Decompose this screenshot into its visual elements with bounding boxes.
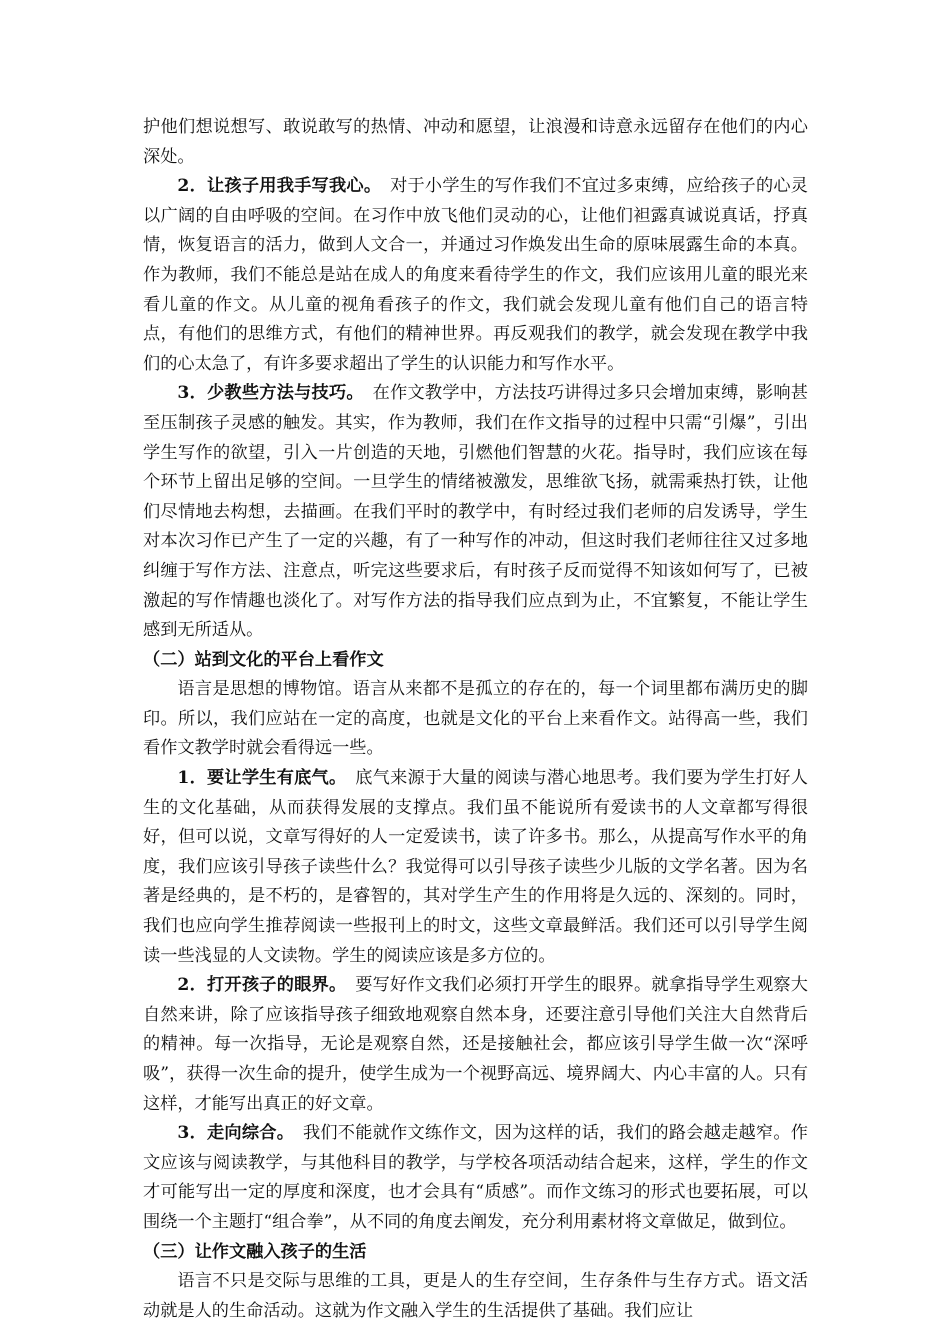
- point-heading: 2．打开孩子的眼界。: [177, 975, 338, 996]
- section-heading-life: （三）让作文融入孩子的生活: [143, 1241, 367, 1262]
- paragraph-body: 我们不能就作文练作文，因为这样的话，我们的路会越走越窄。作文应该与阅读教学，与其他科目的教学，与学校各项活动结合起来，这样，学生的作文才可能写出一定的厚度和深度，也才会具有“质感”。而作文练习的形式也要拓展，可以围绕一个主题打“组合拳”，从不同的角度去阐发，充分利用素材将文章做足，做到位。: [143, 1123, 808, 1232]
- paragraph-culture-intro: 语言是思想的博物馆。语言从来都不是孤立的存在的，每一个词里都布满历史的脚印。所以，我们应站在一定的高度，也就是文化的平台上来看作文。站得高一些，我们看作文教学时就会看得远一些。: [143, 679, 808, 759]
- paragraph-point-2-horizons: [143, 971, 808, 1119]
- paragraph-body: 在作文教学中，方法技巧讲得过多只会增加束缚，影响甚至压制孩子灵感的触发。其实，作为教师，我们在作文指导的过程中只需“引爆”，引出学生写作的欲望，引入一片创造的天地，引燃他们智慧的火花。指导时，我们应该在每个环节上留出足够的空间。一旦学生的情绪被激发，思维欲飞扬，就需乘热打铁，让他们尽情地去构想，去描画。在我们平时的教学中，有时经过我们老师的启发诱导，学生对本次习作已产生了一定的兴趣，有了一种写作的冲动，但这时我们老师往往又过多地纠缠于写作方法、注意点，听完这些要求后，有时孩子反而觉得不知该如何写了，已被激起的写作情趣也淡化了。对写作方法的指导我们应点到为止，不宜繁复，不能让学生感到无所适从。: [143, 383, 808, 641]
- point-heading: 3．走向综合。: [177, 1123, 286, 1144]
- paragraph-life-intro: 语言不只是交际与思维的工具，更是人的生存空间，生存条件与生存方式。语文活动就是人的生命活动。这就为作文融入学生的生活提供了基础。我们应让: [143, 1271, 808, 1321]
- point-heading: 1．要让学生有底气。: [177, 768, 338, 789]
- document-page: [143, 113, 808, 1326]
- section-heading-culture: （二）站到文化的平台上看作文: [143, 649, 384, 670]
- paragraph-body: 要写好作文我们必须打开学生的眼界。就拿指导学生观察大自然来讲，除了应该指导孩子细致地观察自然本身，还要注意引导他们关注大自然背后的精神。每一次指导，无论是观察自然，还是接触社会，都应该引导学生做一次“深呼吸”，获得一次生命的提升，使学生成为一个视野高远、境界阔大、内心丰富的人。只有这样，才能写出真正的好文章。: [143, 975, 808, 1114]
- paragraph-point-3-fewer-methods: [143, 379, 808, 645]
- paragraph-point-3-integration: [143, 1119, 808, 1237]
- paragraph-point-1-confidence: [143, 764, 808, 971]
- paragraph-body: 对于小学生的写作我们不宜过多束缚，应给孩子的心灵以广阔的自由呼吸的空间。在习作中放飞他们灵动的心，让他们袒露真诚说真话，抒真情，恢复语言的活力，做到人文合一，并通过习作焕发出生命的原味展露生命的本真。作为教师，我们不能总是站在成人的角度来看待学生的作文，我们应该用儿童的眼光来看儿童的作文。从儿童的视角看孩子的作文，我们就会发现儿童有他们自己的语言特点，有他们的思维方式，有他们的精神世界。再反观我们的教学，就会发现在教学中我们的心太急了，有许多要求超出了学生的认识能力和写作水平。: [143, 176, 808, 374]
- paragraph-point-2-write-heart: [143, 172, 808, 379]
- point-heading: 2．让孩子用我手写我心。: [177, 176, 373, 197]
- point-heading: 3．少教些方法与技巧。: [177, 383, 356, 404]
- paragraph-continuation: 护他们想说想写、敢说敢写的热情、冲动和愿望，让浪漫和诗意永远留存在他们的内心深处。: [143, 117, 808, 167]
- paragraph-body: 底气来源于大量的阅读与潜心地思考。我们要为学生打好人生的文化基础，从而获得发展的支撑点。我们虽不能说所有爱读书的人文章都写得很好，但可以说，文章写得好的人一定爱读书，读了许多书。那么，从提高写作水平的角度，我们应该引导孩子读些什么？我觉得可以引导孩子读些少儿版的文学名著。因为名著是经典的，是不朽的，是睿智的，其对学生产生的作用将是久远的、深刻的。同时，我们也应向学生推荐阅读一些报刊上的时文，这些文章最鲜活。我们还可以引导学生阅读一些浅显的人文读物。学生的阅读应该是多方位的。: [143, 768, 808, 966]
